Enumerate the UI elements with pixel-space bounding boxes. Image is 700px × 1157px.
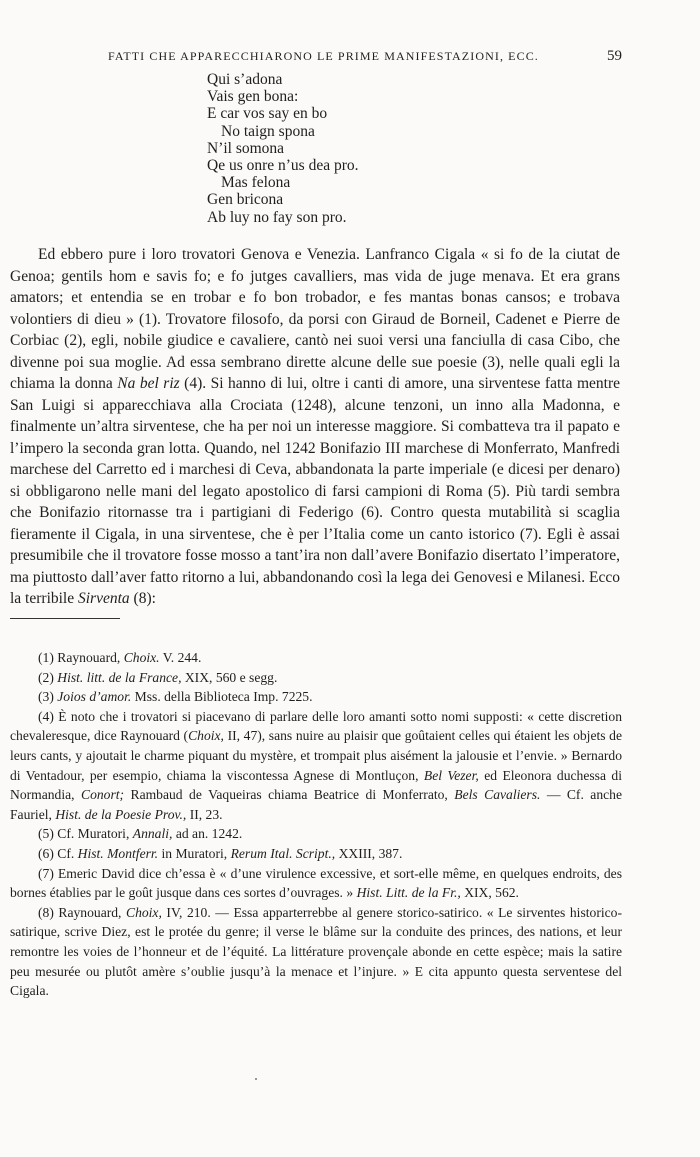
italic-term: Bel Vezer,	[423, 767, 479, 783]
text-run: (5) Cf. Muratori,	[38, 826, 133, 842]
italic-term: Conort;	[81, 787, 125, 803]
poem-line: N’il somona	[207, 139, 285, 157]
text-run: (4). Si hanno di lui, oltre i canti di amore, una sirventese fatta mentre San Luigi si apparecchiava alla Crociata (1248), alcune tenzoni, un inno alla Madonna, e finalmente un’altra sirventese, che ha per noi un interesse maggiore. Si combatteva tra il papato e l’impero la seconda gran lotta. Quando, nel 1242 Bonifazio III marchese di Monferrato, Manfredi marchese del Carretto ed i marchesi di Ceva, abbandonata la parte imperiale (e dicesi per denaro) si obbligarono nelle mani del legato apostolico di farsi campioni di Roma (5). Più tardi sembra che Bonifazio ritornasse tra i partigiani di Federigo (6). Contro questa mutabilità si scaglia fieramente il Cigala, in una sirventese, che è per l’Italia come un canto istorico (7). Egli è assai presumibile che il trovatore fosse mosso a tant’ira non dall’avere Bonifazio disertato l’imperatore, ma piuttosto dall’aver fatto ritorno a lui, abbandonando così la lega dei Genovesi e Milanesi. Ecco la terribile	[10, 375, 620, 607]
text-run: V. 244.	[159, 650, 202, 665]
footnote-separator	[10, 618, 120, 619]
text-run: (8) Raynouard,	[38, 904, 126, 920]
text-run: Mss. della Biblioteca Imp. 7225.	[131, 689, 313, 705]
footnote-1	[10, 648, 622, 668]
italic-term: Bels Cavaliers.	[454, 787, 541, 803]
text-run: in Muratori,	[158, 845, 231, 861]
poem-line: Vais gen bona:	[207, 88, 299, 106]
italic-term: Joios d’amor.	[57, 689, 132, 705]
footnotes	[10, 648, 622, 1001]
text-run: XXIII, 387.	[335, 845, 403, 861]
italic-term: Na bel riz	[117, 375, 180, 392]
italic-term: Annali,	[132, 826, 173, 842]
poem-line: Mas felona	[221, 174, 291, 192]
text-run: II, 47), sans nuire au plaisir que goûtaient celles qui étaient les objets de leurs cants, y ajoutait le charme piquant du mystère, et trompait plus aisément la jalousie et l’envie. » Bernardo di Ventadour, per esempio, chiama la viscontessa Agnese di Montluçon,	[10, 728, 623, 783]
text-run: (8):	[129, 590, 156, 607]
footnote-8	[10, 903, 622, 1001]
text-run: IV, 210. — Essa apparterrebbe al genere storico-satirico. « Le sirventes historico-satirique, scrive Diez, est le protée du genre; il verse le blâme sur la conduite des princes, des nations, et leur remontre les voies de l’honneur et de l’équité. La littérature provençale abonde en cette espèce; mais la satire peu mesurée ou plutôt amère s’oublie jusqu’à la menace et l’injure. » E cita appunto questa serventese del Cigala.	[10, 904, 622, 999]
text-run: (6) Cf.	[38, 845, 78, 861]
italic-term: Choix,	[126, 904, 162, 920]
poem-line: Gen bricona	[207, 191, 284, 209]
paragraph-text	[10, 244, 620, 610]
text-run: — Cf. anche Fauriel,	[10, 787, 622, 822]
italic-term: Rerum Ital. Script.,	[230, 845, 336, 861]
text-run: ad an. 1242.	[172, 826, 243, 842]
footnote-7	[10, 864, 622, 903]
poem-stanza	[207, 71, 359, 226]
footnote-5	[10, 824, 622, 844]
text-run: ed Eleonora duchessa di Normandia,	[10, 767, 622, 803]
italic-term: Hist. Litt. de la Fr.,	[356, 885, 461, 901]
text-run: (4) È noto che i trovatori si piacevano di parlare delle loro amanti sotto nomi supposti: « cette discretion chevaleresque, dice Raynouard (	[10, 708, 622, 744]
running-title: FATTI CHE APPARECCHIARONO LE PRIME MANIFESTAZIONI, ECC.	[108, 49, 539, 63]
text-run: II, 23.	[186, 806, 223, 822]
text-run: Ed ebbero pure i loro trovatori Genova e Venezia. Lanfranco Cigala « si fo de la ciutat de Genoa; gentils hom e savis fo; e fo jutges cavalliers, mas vida de juge menava. Et era grans amators; et entendia se en trobar e fo bon trobador, e fes mantas bonas cansos; e trobava volontiers di dieu » (1). Trovatore filosofo, da porsi con Giraud de Borneil, Cadenet e Pierre de Corbiac (2), egli, nobile giudice e cavaliere, cantò nei suoi versi una fanciulla di casa Cibo, che divenne poi sua moglie. Ad essa sembrano dirette alcune delle sue poesie (3), nelle quali egli la chiama la donna	[10, 246, 620, 392]
page-number: 59	[607, 48, 622, 64]
text-run: XIX, 560 e segg.	[181, 669, 278, 685]
page-header	[108, 48, 622, 65]
footnote-6	[10, 844, 622, 864]
footnote-2	[10, 668, 622, 688]
poem-line: No taign spona	[221, 122, 315, 140]
footnote-4	[10, 707, 622, 825]
italic-term: Hist. de la Poesie Prov.,	[55, 806, 187, 822]
italic-term: Sirventa	[78, 590, 130, 607]
text-run: (2)	[38, 669, 58, 685]
italic-term: Choix.	[123, 650, 160, 665]
text-run: (1) Raynouard,	[38, 650, 124, 665]
poem-line: Qe us onre n’us dea pro.	[207, 157, 359, 175]
text-run: XIX, 562.	[460, 885, 519, 901]
text-run: Rambaud de Vaqueiras chiama Beatrice di Monferrato,	[124, 787, 455, 803]
italic-term: Hist. litt. de la France,	[57, 669, 182, 685]
text-run: (3)	[38, 689, 58, 705]
italic-term: Choix,	[188, 728, 224, 744]
italic-term: Hist. Montferr.	[77, 845, 159, 861]
main-paragraph	[10, 244, 620, 610]
poem-line: E car vos say en bo	[207, 105, 328, 123]
print-speck	[255, 1078, 257, 1080]
text-run: (7) Emeric David dice ch’essa è « d’une virulence excessive, et sort-elle même, en quelques endroits, des bornes établies par le goût jusque dans ces sortes d’ouvrages. »	[10, 865, 622, 901]
poem-line: Qui s’adona	[207, 71, 283, 88]
poem-line: Ab luy no fay son pro.	[207, 208, 347, 226]
footnote-3	[10, 687, 622, 707]
